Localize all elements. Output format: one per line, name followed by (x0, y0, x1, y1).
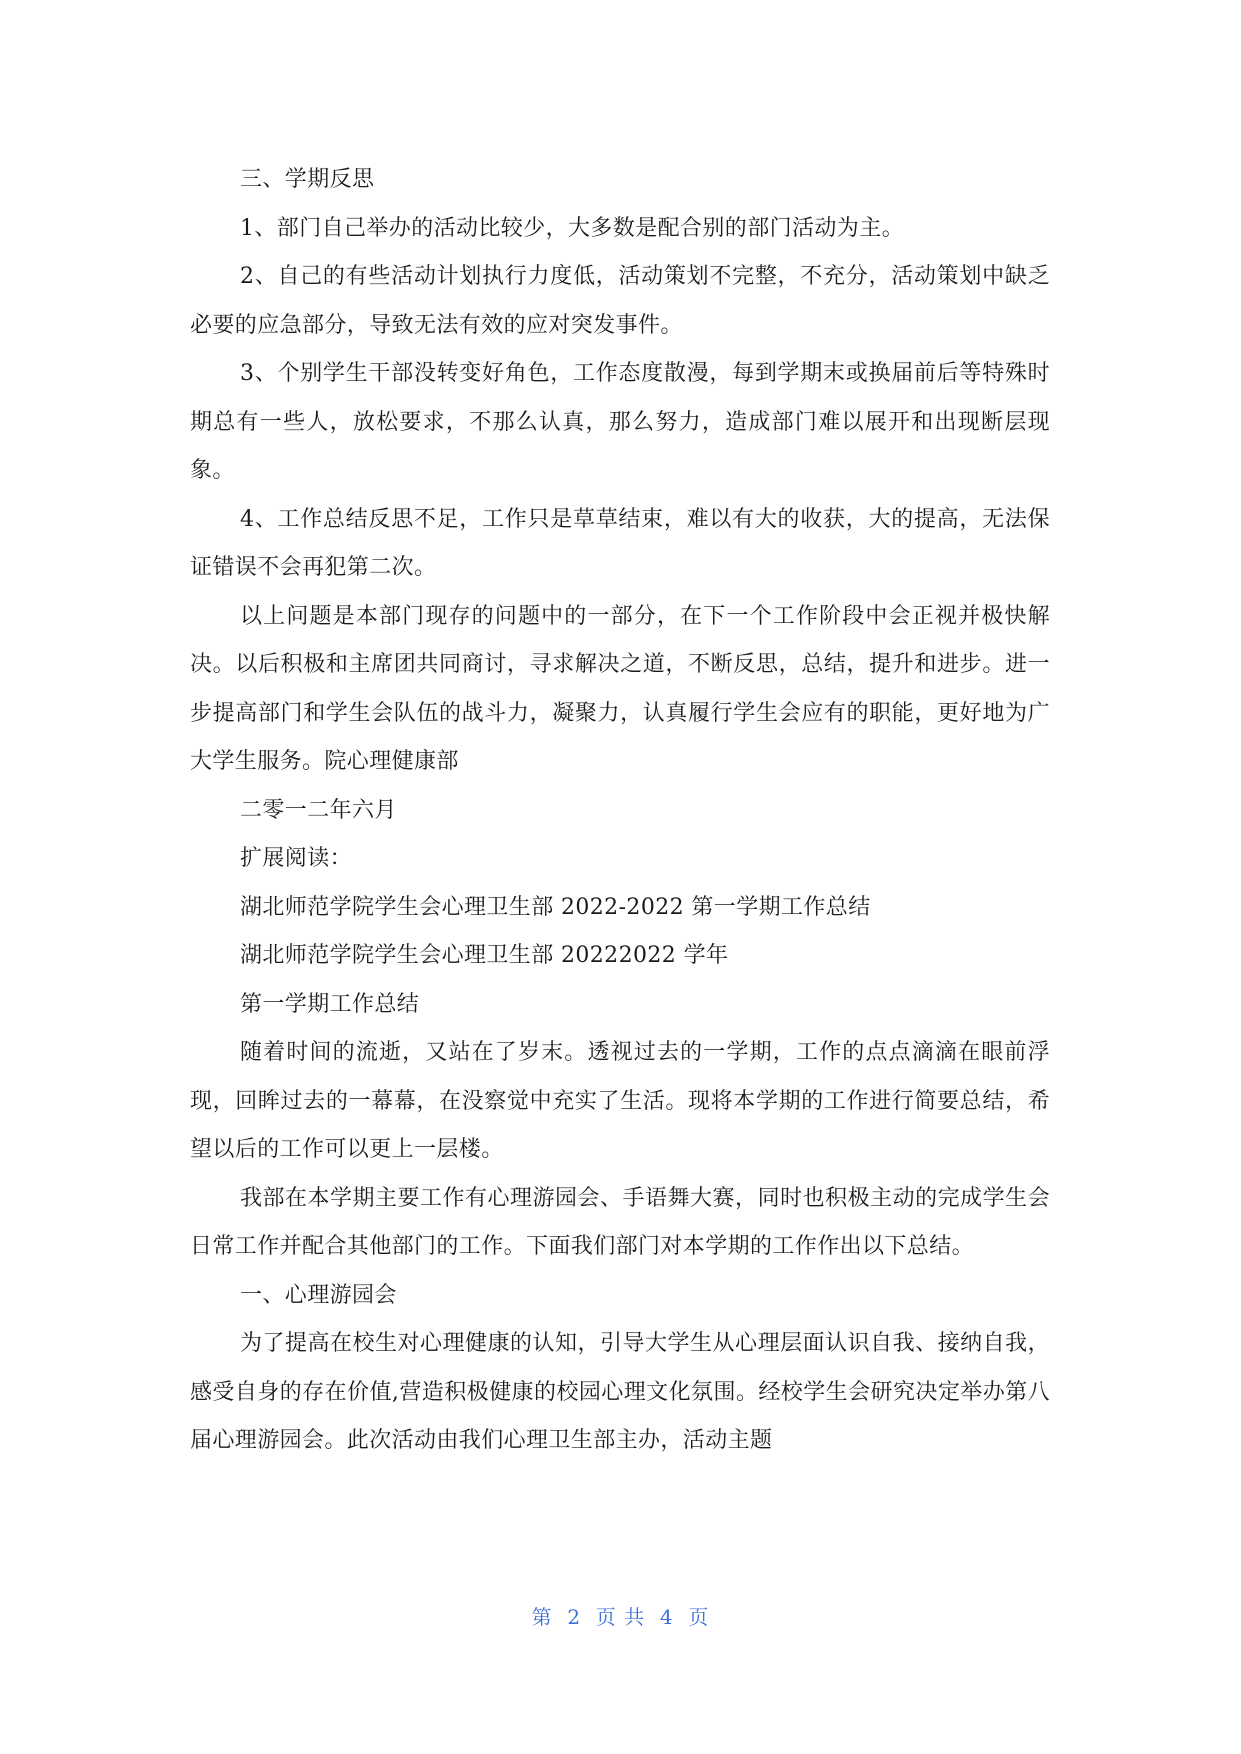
section-heading-reflection: 三、学期反思 (240, 167, 375, 192)
date-line: 二零一二年六月 (240, 797, 397, 823)
section-heading-garden-party: 一、心理游园会 (240, 1282, 397, 1308)
paragraph: 2、自己的有些活动计划执行力度低，活动策划不完整，不充分，活动策划中缺乏必要的应急部分，导致无法有效的应对突发事件。 (190, 264, 1050, 338)
article-subtitle: 第一学期工作总结 (240, 991, 420, 1017)
paragraph: 我部在本学期主要工作有心理游园会、手语舞大赛，同时也积极主动的完成学生会日常工作并配合其他部门的工作。下面我们部门对本学期的工作作出以下总结。 (190, 1185, 1050, 1259)
article-title: 湖北师范学院学生会心理卫生部 2022-2022 第一学期工作总结 (240, 894, 871, 920)
page-number-footer: 第 2 页 共 4 页 (531, 1605, 710, 1629)
paragraph: 3、个别学生干部没转变好角色，工作态度散漫，每到学期末或换届前后等特殊时期总有一些人，放松要求，不那么认真，那么努力，造成部门难以展开和出现断层现象。 (190, 361, 1050, 483)
paragraph: 以上问题是本部门现存的问题中的一部分，在下一个工作阶段中会正视并极快解决。以后积极和主席团共同商讨，寻求解决之道，不断反思，总结，提升和进步。进一步提高部门和学生会队伍的战斗力，凝聚力，认真履行学生会应有的职能，更好地为广大学生服务。院心理健康部 (190, 603, 1050, 774)
paragraph: 1、部门自己举办的活动比较少，大多数是配合别的部门活动为主。 (240, 215, 904, 241)
article-subtitle: 湖北师范学院学生会心理卫生部 20222022 学年 (240, 943, 729, 968)
paragraph: 随着时间的流逝，又站在了岁末。透视过去的一学期，工作的点点滴滴在眼前浮现，回眸过去的一幕幕，在没察觉中充实了生活。现将本学期的工作进行简要总结，希望以后的工作可以更上一层楼。 (190, 1040, 1050, 1162)
document-body (190, 156, 1050, 1466)
paragraph: 为了提高在校生对心理健康的认知，引导大学生从心理层面认识自我、接纳自我，感受自身的存在价值,营造积极健康的校园心理文化氛围。经校学生会研究决定举办第八届心理游园会。此次活动由我们心理卫生部主办，活动主题 (190, 1331, 1050, 1453)
paragraph: 4、工作总结反思不足，工作只是草草结束，难以有大的收获，大的提高，无法保证错误不会再犯第二次。 (190, 506, 1050, 580)
extended-reading-label: 扩展阅读： (240, 846, 353, 871)
